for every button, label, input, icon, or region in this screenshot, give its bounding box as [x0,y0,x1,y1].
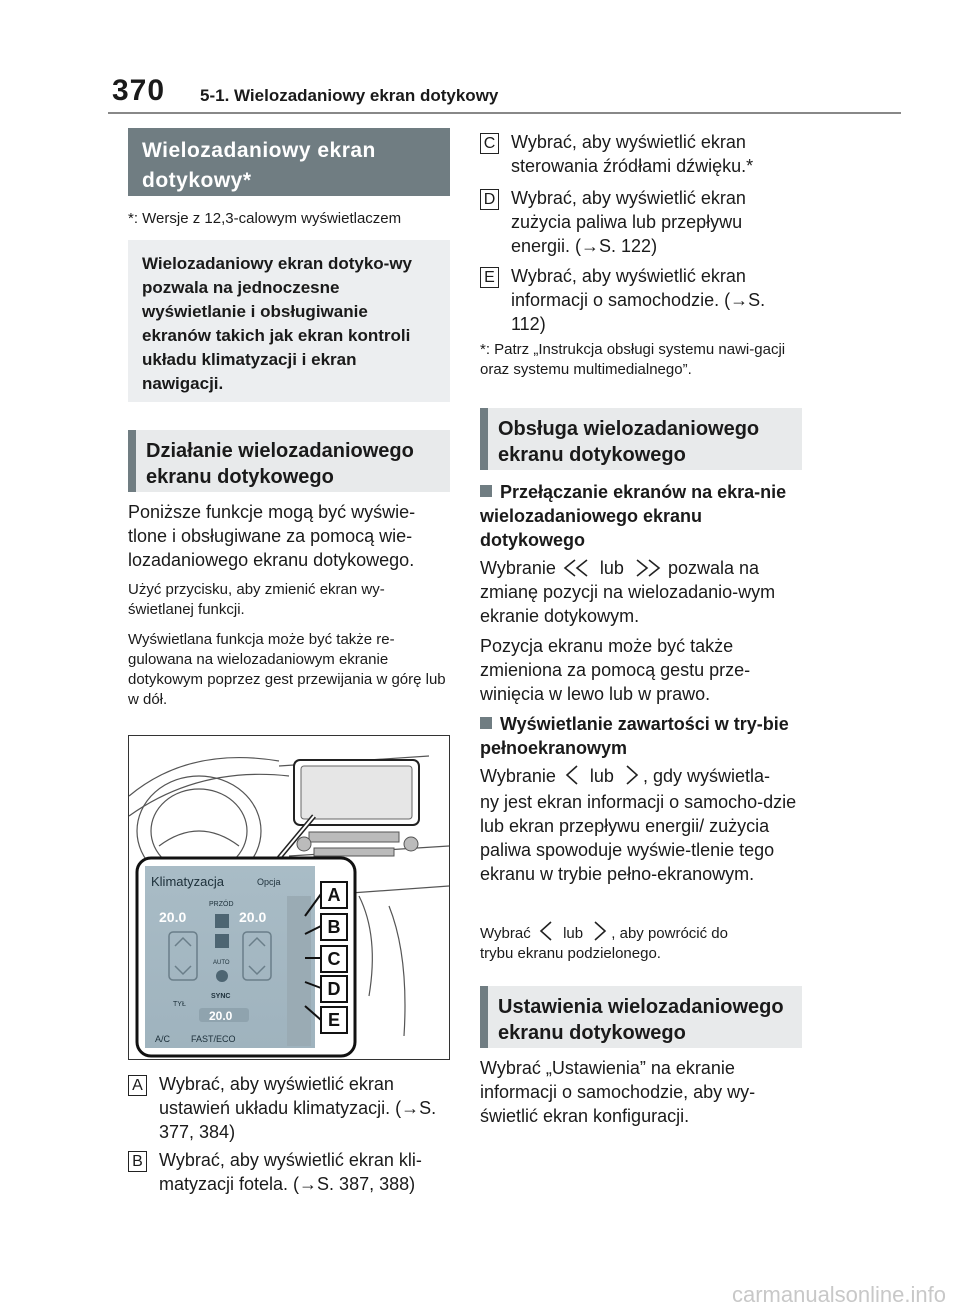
heading-settings: Ustawienia wielozadaniowego ekranu dotykowego [480,986,802,1048]
item-letter: D [480,189,499,210]
callout-e: E [327,1010,341,1030]
para-functions: Poniższe funkcje mogą być wyświe-tlone i obsługiwane za pomocą wie-lozadaniowego ekranu dotykowego. [128,502,416,570]
item-letter: B [128,1151,147,1172]
main-heading: Wielozadaniowy ekran dotykowy* [128,128,450,196]
para-switch-line1: Wybranie lub pozwala na [480,558,760,578]
item-a [128,1072,458,1144]
temp-right: 20.0 [239,909,267,925]
sync-label: SYNC [211,993,231,1000]
footnote-navigation: *: Patrz „Instrukcja obsługi systemu nawi-gacji oraz systemu multimedialnego”. [480,341,786,378]
temp-left: 20.0 [159,909,187,925]
callout-b: B [327,917,341,937]
dashboard-drawing [129,736,450,1060]
callout-a: A [327,885,341,905]
chevron-right-icon [587,920,611,942]
rear-label: TYŁ [173,1001,186,1008]
double-chevron-left-icon [561,558,595,578]
front-label: PRZÓD [209,901,234,908]
subheading-fullscreen: Wyświetlanie zawartości w try-bie pełnoekranowym [480,714,789,758]
section-title: 5-1. Wielozadaniowy ekran dotykowy [200,86,499,105]
item-text: Wybrać, aby wyświetlić ekran zużycia paliwa lub przepływu energii. (→S. 122) [511,188,746,256]
page-number: 370 [112,74,166,107]
screen-title: Klimatyzacja [151,874,224,889]
chevron-left-icon [561,764,585,786]
ac-label: A/C [155,1034,171,1044]
callout-c: C [327,949,341,969]
para-switch-line2: zmianę pozycji na wielozadanio-wym ekranie dotykowym. [480,582,776,626]
para-gesture: Wyświetlana funkcja może być także re-gulowana na wielozadaniowym ekranie dotykowym poprzez gest przewijania w górę lub w dół. [128,631,446,708]
callout-d: D [327,979,341,999]
para-return-line1: Wybrać lub , aby powrócić do [480,920,805,944]
intro-box: Wielozadaniowy ekran dotyko-wy pozwala na jednoczesne wyświetlanie i obsługiwanie ekranów takich jak ekran kontroli układu klimatyzacji i ekran nawigacji. [128,240,450,402]
item-text: Wybrać, aby wyświetlić ekran informacji o samochodzie. (→S. 112) [511,266,766,334]
chevron-right-icon [619,764,643,786]
chevron-left-icon [535,920,559,942]
subheading-switch: Przełączanie ekranów na ekra-nie wielozadaniowego ekranu dotykowego [480,482,787,550]
para-fullscreen-line1: Wybranie lub , gdy wyświetla- [480,766,770,786]
item-c [480,130,800,178]
item-b [128,1148,458,1196]
auto-label: AUTO [213,960,230,966]
para-fullscreen-line2: ny jest ekran informacji o samocho-dzie lub ekran przepływu energii/ zużycia paliwa spowoduje wyświe-tlenie tego ekranu w trybie pełno-ekranowym. [480,792,797,884]
item-letter: E [480,267,499,288]
item-e [480,264,800,336]
heading-operation: Działanie wielozadaniowego ekranu dotykowego [128,430,450,492]
watermark: carmanualsonline.info [731,1282,946,1307]
bullet-square-icon [480,717,492,729]
temp-rear: 20.0 [209,1009,233,1023]
bullet-square-icon [480,485,492,497]
para-return-line2: trybu ekranu podzielonego. [480,945,661,962]
para-settings: Wybrać „Ustawienia” na ekranie informacji o samochodzie, aby wy-świetlić ekran konfiguracji. [480,1058,756,1126]
double-chevron-right-icon [629,558,663,578]
item-letter: C [480,133,499,154]
para-swipe: Pozycja ekranu może być także zmieniona za pomocą gestu prze-winięcia w lewo lub w prawo. [480,636,751,704]
para-button: Użyć przycisku, aby zmienić ekran wy-świetlanej funkcji. [128,581,385,618]
fast-eco-label: FAST/ECO [191,1034,236,1044]
heading-use: Obsługa wielozadaniowego ekranu dotykowego [480,408,802,470]
option-label: Opcja [257,877,281,887]
item-text: Wybrać, aby wyświetlić ekran sterowania źródłami dźwięku.* [511,132,754,176]
footnote-versions: *: Wersje z 12,3-calowym wyświetlaczem [128,210,402,227]
item-text: Wybrać, aby wyświetlić ekran kli-matyzacji fotela. (→S. 387, 388) [159,1150,422,1194]
dashboard-illustration [128,735,450,1060]
item-d [480,186,800,258]
item-text: Wybrać, aby wyświetlić ekran ustawień układu klimatyzacji. (→S. 377, 384) [159,1074,437,1142]
header-divider [108,112,901,114]
item-letter: A [128,1075,147,1096]
